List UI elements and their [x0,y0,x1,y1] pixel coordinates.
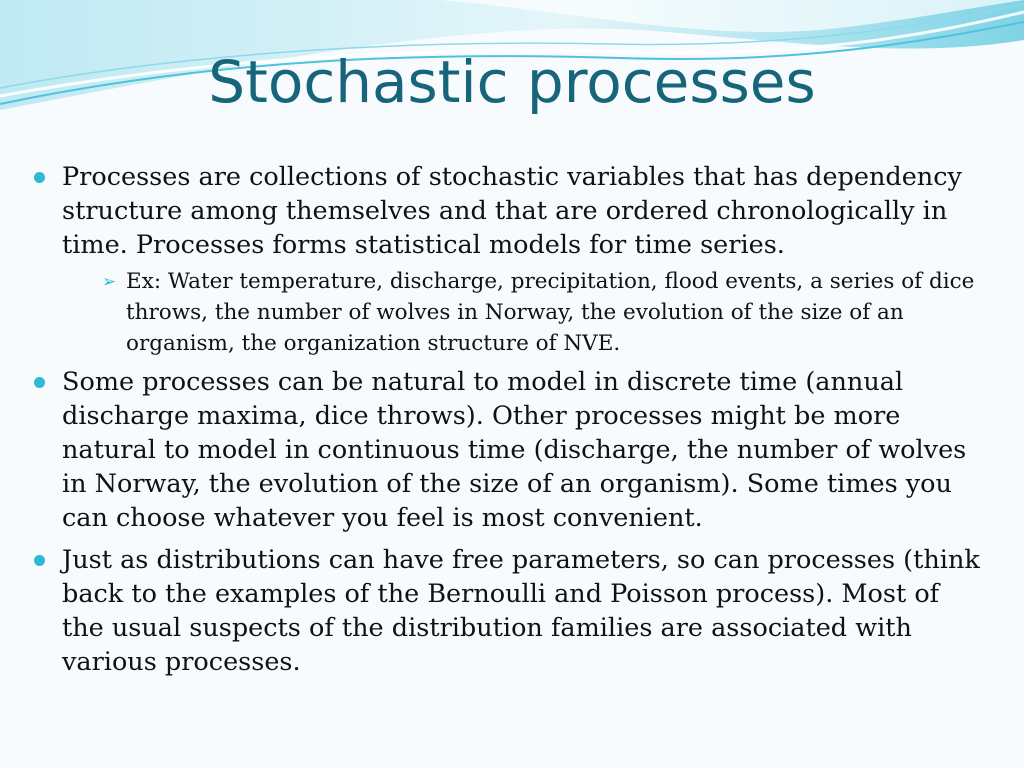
arrow-bullet-icon: ➢ [102,272,117,292]
slide-content [34,160,984,681]
bullet-item [34,365,984,535]
circle-bullet-icon [34,377,45,388]
bullet-text: Just as distributions can have free parameters, so can processes (think back to the examples of the Bernoulli and Poisson process). Most of the usual suspects of the distribution families are associated with various processes. [62,545,980,677]
bullet-text: Some processes can be natural to model in discrete time (annual discharge maxima, dice throws). Other processes might be more natural to model in continuous time (discharge, the number of wolves in Norway, the evolution of the size of an organism). Some times you can choose whatever you feel is most convenient. [62,367,967,533]
circle-bullet-icon [34,555,45,566]
bullet-item [34,543,984,679]
bullet-text: Processes are collections of stochastic variables that has dependency structure among themselves and that are ordered chronologically in time. Processes forms statistical models for time series. [62,162,962,260]
sub-bullet-text: Ex: Water temperature, discharge, precipitation, flood events, a series of dice throws, the number of wolves in Norway, the evolution of the size of an organism, the organization structure of NVE. [126,269,975,356]
sub-bullet-item [102,266,984,359]
circle-bullet-icon [34,172,45,183]
slide-title: Stochastic processes [208,48,816,116]
bullet-item [34,160,984,262]
